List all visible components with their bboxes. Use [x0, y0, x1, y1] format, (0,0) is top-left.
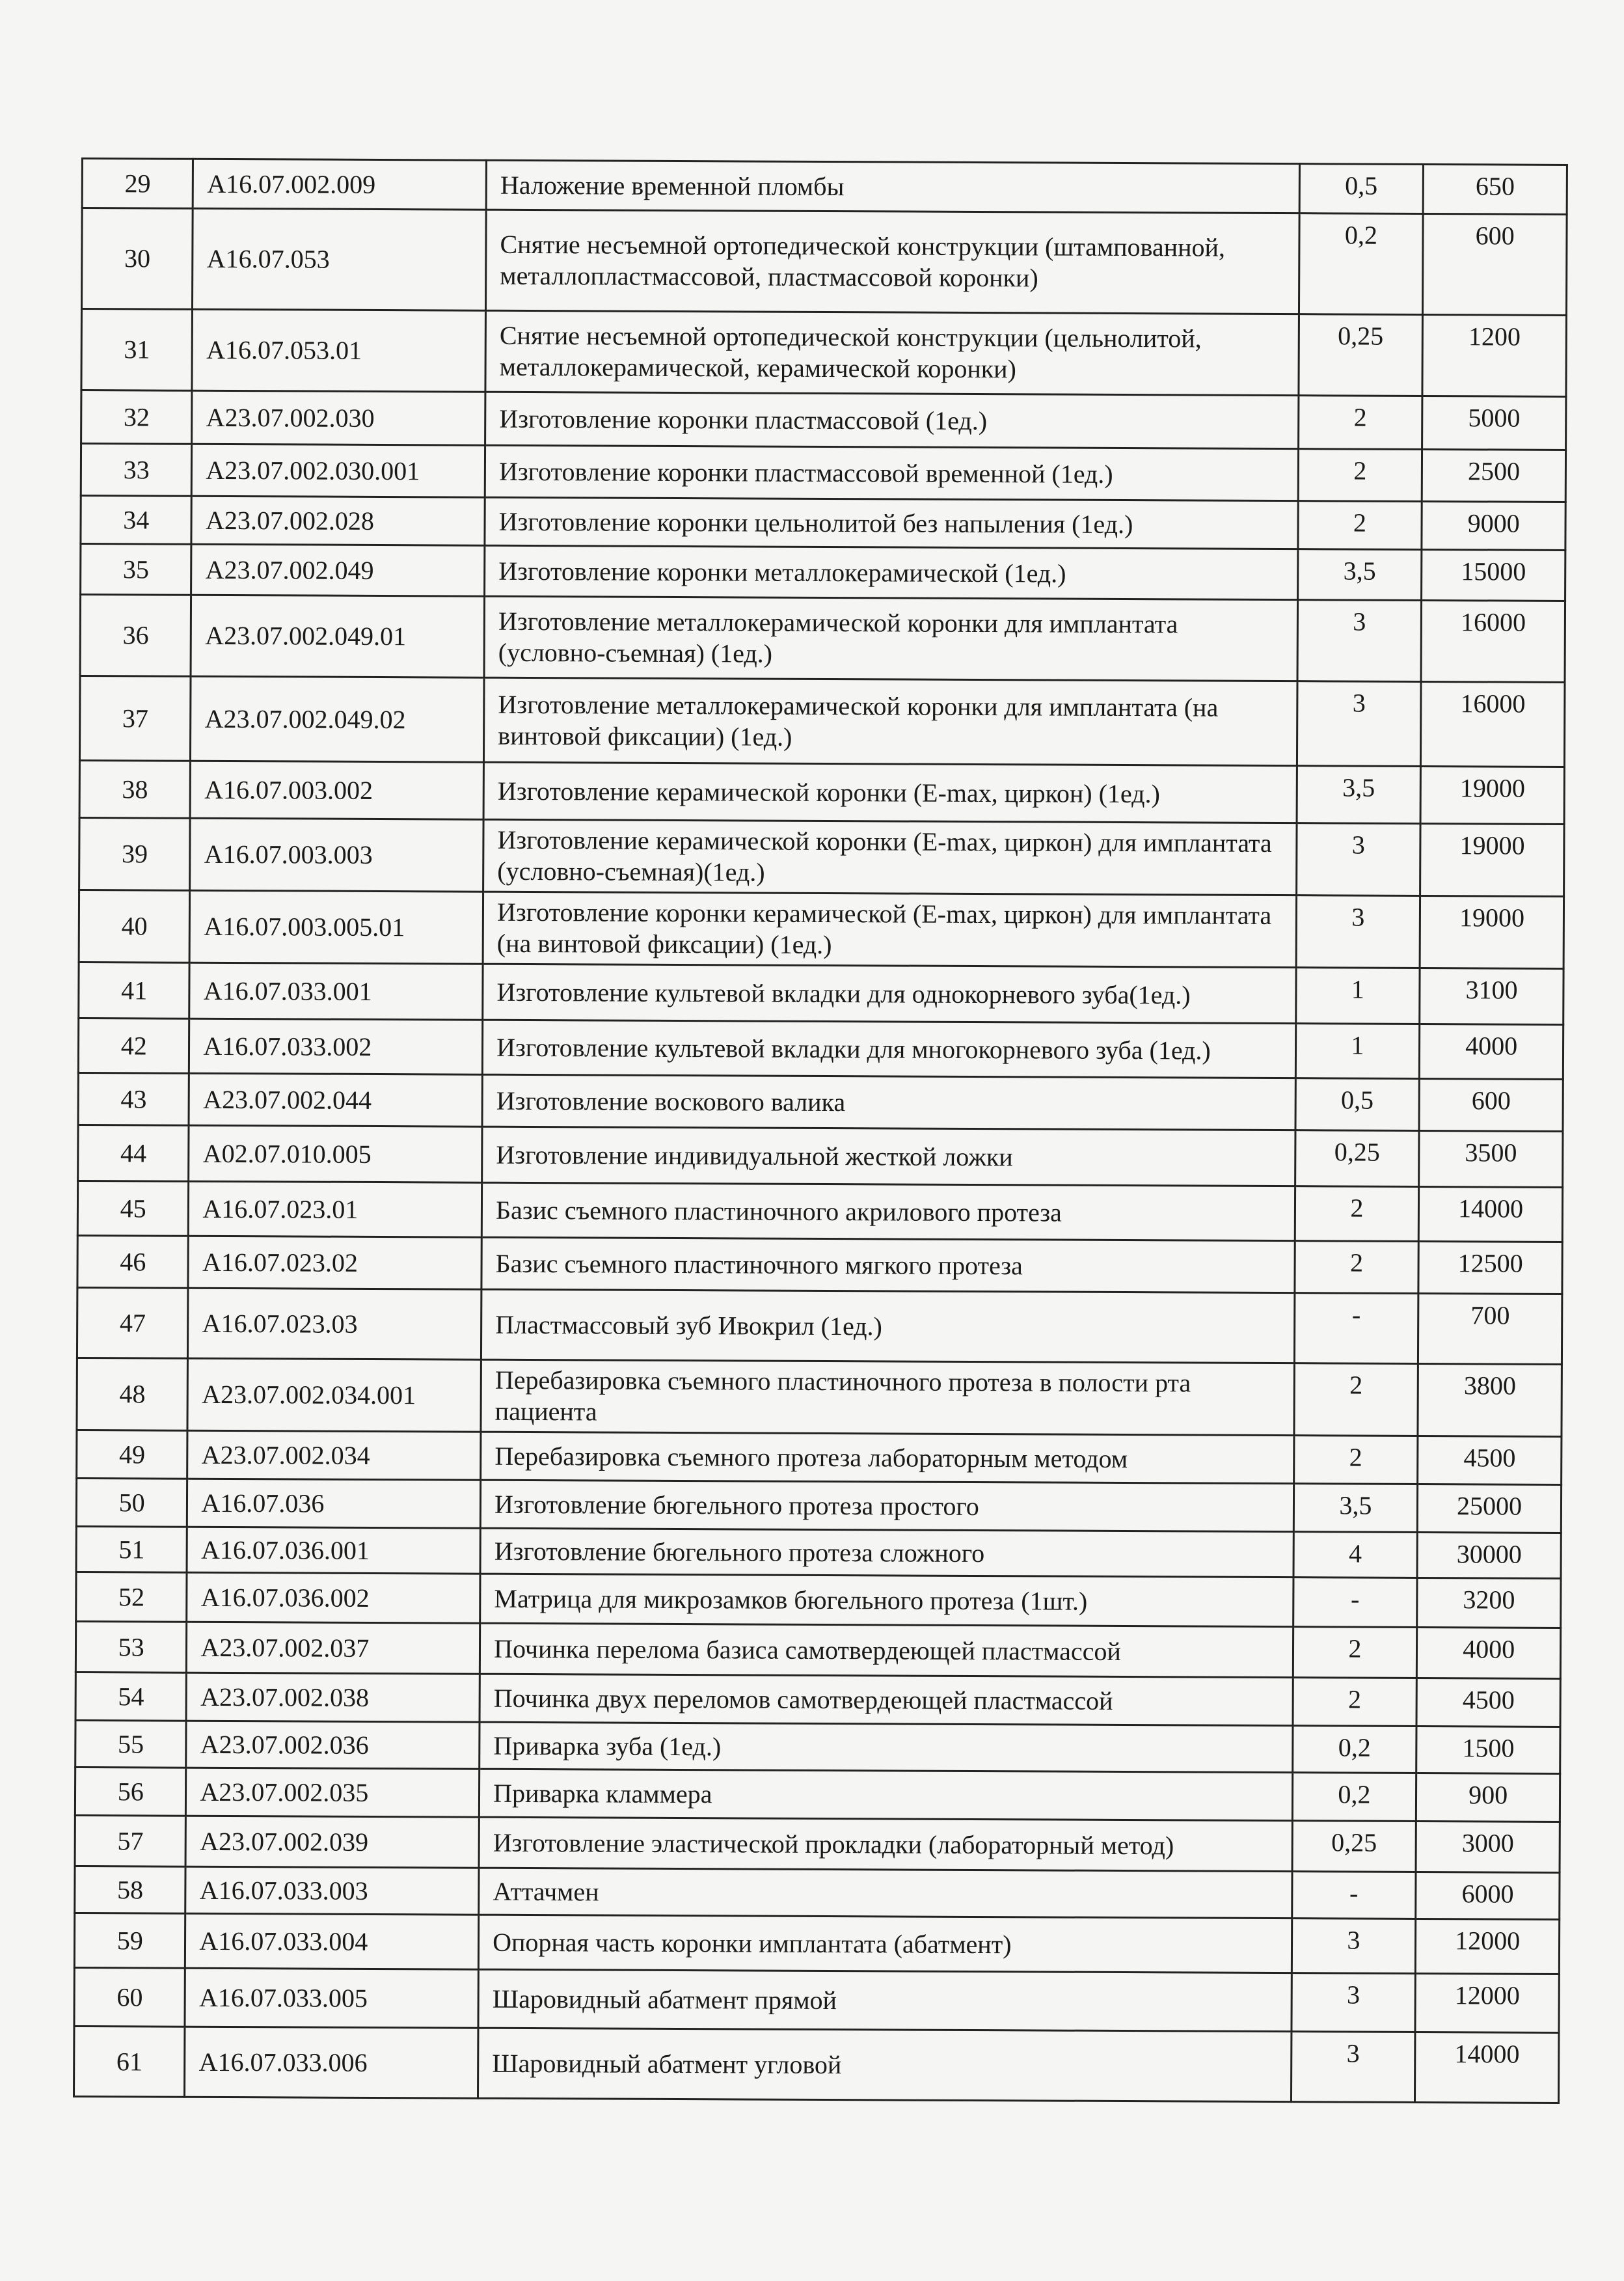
service-name-cell: Пластмассовый зуб Ивокрил (1ед.)	[481, 1289, 1295, 1363]
service-name-cell: Аттачмен	[479, 1868, 1292, 1918]
service-code-cell: A23.07.002.039	[185, 1816, 479, 1868]
service-name-cell: Изготовление коронки керамической (E-max, циркон) для имплантата (на винтовой фиксации) (1ед.)	[483, 892, 1296, 967]
service-name-cell: Изготовление культевой вкладки для однокорневого зуба(1ед.)	[483, 964, 1296, 1023]
service-code-cell: A16.07.036.002	[187, 1572, 480, 1623]
price-cell: 900	[1416, 1773, 1560, 1822]
table-row	[79, 890, 1563, 968]
service-name-cell: Изготовление коронки пластмассовой (1ед.)	[485, 392, 1299, 448]
coefficient-cell: 3,5	[1293, 1484, 1418, 1533]
coefficient-cell: 2	[1295, 1186, 1419, 1242]
coefficient-cell: 3	[1291, 1973, 1415, 2032]
coefficient-cell: 3,5	[1297, 549, 1422, 601]
price-cell: 1500	[1416, 1726, 1560, 1773]
price-list-table	[73, 157, 1568, 2104]
table-row	[77, 1358, 1562, 1436]
table-row	[75, 1621, 1560, 1678]
service-code-cell: A23.07.002.028	[191, 496, 485, 545]
service-code-cell: A23.07.002.038	[186, 1673, 480, 1722]
table-row	[82, 159, 1567, 215]
coefficient-cell: 3	[1292, 1919, 1416, 1974]
service-name-cell: Изготовление металлокерамической коронки для имплантата (на винтовой фиксации) (1ед.)	[484, 677, 1297, 765]
service-name-cell: Починка перелома базиса самотвердеющей пластмассой	[480, 1623, 1293, 1677]
row-number-cell: 42	[78, 1018, 189, 1073]
service-name-cell: Изготовление бюгельного протеза сложного	[480, 1528, 1293, 1577]
coefficient-cell: 0,25	[1298, 314, 1422, 396]
row-number-cell: 31	[81, 309, 193, 391]
coefficient-cell: 3	[1297, 600, 1422, 682]
price-cell: 19000	[1420, 823, 1564, 896]
row-number-cell: 29	[82, 159, 193, 209]
table-row	[77, 1235, 1562, 1294]
table-row	[75, 1767, 1560, 1822]
service-code-cell: A16.07.003.005.01	[190, 890, 483, 964]
coefficient-cell: 1	[1295, 1024, 1420, 1079]
row-number-cell: 37	[79, 676, 191, 761]
service-code-cell: A16.07.053.01	[192, 309, 485, 392]
coefficient-cell: 0,2	[1299, 213, 1423, 315]
coefficient-cell: 0,5	[1299, 164, 1424, 214]
service-code-cell: A16.07.053	[193, 208, 486, 310]
table-row	[81, 444, 1565, 502]
row-number-cell: 54	[75, 1672, 187, 1721]
row-number-cell: 58	[75, 1866, 186, 1913]
service-code-cell: A23.07.002.030	[192, 390, 485, 445]
row-number-cell: 44	[78, 1125, 189, 1181]
service-name-cell: Изготовление металлокерамической коронки для имплантата (условно-съемная) (1ед.)	[484, 596, 1297, 681]
price-cell: 30000	[1417, 1532, 1561, 1578]
table-row	[79, 817, 1564, 896]
table-row	[74, 2026, 1558, 2103]
price-cell: 5000	[1422, 396, 1566, 450]
price-cell: 4500	[1416, 1678, 1560, 1727]
row-number-cell: 47	[77, 1287, 188, 1358]
coefficient-cell: 0,2	[1292, 1773, 1416, 1822]
service-code-cell: A16.07.003.002	[191, 761, 484, 819]
table-row	[79, 962, 1563, 1024]
coefficient-cell: 0,2	[1292, 1726, 1416, 1773]
service-name-cell: Изготовление коронки цельнолитой без напыления (1ед.)	[485, 497, 1298, 549]
service-code-cell: A23.07.002.044	[189, 1073, 482, 1127]
row-number-cell: 45	[77, 1181, 189, 1236]
service-name-cell: Приварка кламмера	[480, 1769, 1293, 1820]
table-row	[81, 208, 1567, 316]
table-row	[75, 1815, 1560, 1872]
price-cell: 12000	[1415, 1973, 1559, 2032]
service-name-cell: Перебазировка съемного протеза лабораторным методом	[481, 1432, 1294, 1483]
coefficient-cell: 3	[1296, 823, 1420, 896]
table-row	[78, 1072, 1563, 1131]
row-number-cell: 46	[77, 1235, 189, 1288]
table-row	[76, 1478, 1561, 1533]
coefficient-cell: 1	[1295, 968, 1420, 1024]
price-cell: 650	[1423, 165, 1567, 215]
service-code-cell: A23.07.002.049.01	[191, 595, 484, 677]
coefficient-cell: 3,5	[1297, 766, 1421, 824]
price-cell: 14000	[1415, 2032, 1559, 2103]
coefficient-cell: 2	[1297, 501, 1422, 550]
price-cell: 19000	[1420, 895, 1563, 968]
coefficient-cell: 2	[1293, 1678, 1417, 1727]
service-name-cell: Изготовление эластической прокладки (лабораторный метод)	[479, 1817, 1292, 1871]
table-row	[75, 1720, 1560, 1773]
row-number-cell: 50	[76, 1478, 187, 1527]
service-name-cell: Шаровидный абатмент угловой	[478, 2028, 1292, 2101]
table-row	[79, 676, 1565, 767]
service-name-cell: Шаровидный абатмент прямой	[478, 1969, 1292, 2031]
table-row	[81, 496, 1565, 551]
price-cell: 700	[1418, 1293, 1562, 1364]
service-name-cell: Изготовление индивидуальной жесткой ложки	[482, 1127, 1295, 1186]
service-name-cell: Наложение временной пломбы	[486, 160, 1299, 213]
price-cell: 3000	[1416, 1821, 1560, 1872]
coefficient-cell: 0,5	[1295, 1078, 1420, 1131]
row-number-cell: 52	[76, 1572, 187, 1622]
row-number-cell: 43	[78, 1072, 189, 1125]
coefficient-cell: 2	[1293, 1436, 1418, 1484]
service-name-cell: Изготовление воскового валика	[482, 1074, 1295, 1130]
service-name-cell: Изготовление коронки металлокерамической (1ед.)	[485, 545, 1298, 599]
coefficient-cell: 0,25	[1295, 1130, 1419, 1187]
table-row	[78, 1125, 1563, 1187]
price-cell: 1200	[1422, 314, 1566, 396]
table-row	[77, 1181, 1562, 1242]
service-code-cell: A16.07.033.005	[185, 1968, 478, 2028]
service-code-cell: A23.07.002.036	[186, 1721, 480, 1769]
row-number-cell: 59	[74, 1913, 185, 1968]
price-cell: 14000	[1419, 1186, 1563, 1242]
price-cell: 600	[1423, 213, 1567, 315]
row-number-cell: 48	[77, 1358, 188, 1430]
price-cell: 6000	[1416, 1872, 1560, 1919]
table-row	[78, 1018, 1563, 1079]
service-code-cell: A16.07.033.004	[185, 1913, 479, 1969]
service-name-cell: Матрица для микрозамков бюгельного протеза (1шт.)	[480, 1574, 1293, 1626]
table-row	[80, 595, 1565, 683]
service-code-cell: A16.07.033.002	[189, 1018, 483, 1074]
price-cell: 12000	[1416, 1919, 1560, 1974]
service-name-cell: Изготовление керамической коронки (E-max, циркон) (1ед.)	[483, 762, 1297, 823]
row-number-cell: 38	[79, 760, 191, 818]
table-row	[75, 1672, 1560, 1727]
price-cell: 600	[1419, 1078, 1563, 1131]
table-row	[76, 1572, 1561, 1628]
row-number-cell: 39	[79, 817, 191, 890]
row-number-cell: 32	[81, 390, 193, 444]
price-cell: 3200	[1417, 1578, 1561, 1628]
row-number-cell: 40	[79, 890, 190, 963]
row-number-cell: 34	[81, 496, 192, 545]
coefficient-cell: 3	[1291, 2032, 1415, 2103]
service-code-cell: A23.07.002.037	[187, 1622, 480, 1674]
service-code-cell: A16.07.036.001	[187, 1527, 480, 1574]
service-name-cell: Изготовление бюгельного протеза простого	[480, 1480, 1293, 1531]
row-number-cell: 51	[76, 1526, 187, 1572]
price-cell: 16000	[1421, 681, 1565, 767]
service-code-cell: A23.07.002.049	[191, 544, 485, 596]
coefficient-cell: 2	[1294, 1241, 1418, 1294]
price-cell: 4000	[1420, 1024, 1563, 1079]
coefficient-cell: 0,25	[1292, 1821, 1416, 1872]
price-cell: 25000	[1418, 1484, 1562, 1533]
service-code-cell: A23.07.002.034.001	[187, 1358, 481, 1432]
coefficient-cell: 3	[1296, 895, 1420, 968]
price-cell: 4000	[1417, 1627, 1561, 1678]
row-number-cell: 36	[80, 595, 191, 677]
row-number-cell: 41	[79, 962, 190, 1018]
price-cell: 4500	[1418, 1436, 1562, 1484]
table-row	[76, 1526, 1561, 1578]
price-cell: 3100	[1420, 968, 1563, 1024]
coefficient-cell: 3	[1297, 681, 1421, 767]
service-name-cell: Перебазировка съемного пластиночного протеза в полости рта пациента	[481, 1359, 1294, 1435]
row-number-cell: 33	[81, 444, 192, 497]
service-name-cell: Изготовление культевой вкладки для многокорневого зуба (1ед.)	[482, 1020, 1295, 1078]
row-number-cell: 30	[81, 208, 193, 310]
service-name-cell: Изготовление керамической коронки (E-max, циркон) для имплантата (условно-съемная)(1ед.)	[483, 819, 1297, 895]
service-code-cell: A16.07.023.03	[188, 1288, 481, 1359]
row-number-cell: 53	[75, 1621, 187, 1673]
service-name-cell: Снятие несъемной ортопедической конструкции (штампованной, металлопластмассовой, пластмассовой коронки)	[486, 210, 1299, 314]
table-row	[81, 390, 1566, 450]
service-code-cell: A16.07.033.003	[185, 1866, 479, 1915]
service-code-cell: A16.07.033.001	[189, 963, 483, 1020]
service-code-cell: A16.07.023.02	[188, 1236, 481, 1289]
service-code-cell: A23.07.002.034	[187, 1430, 481, 1480]
row-number-cell: 61	[74, 2026, 185, 2097]
price-cell: 16000	[1421, 600, 1565, 682]
coefficient-cell: 4	[1293, 1532, 1418, 1578]
row-number-cell: 49	[77, 1430, 188, 1479]
service-name-cell: Опорная часть коронки имплантата (абатмент)	[478, 1915, 1292, 1973]
coefficient-cell: 2	[1293, 1627, 1417, 1678]
service-code-cell: A16.07.036	[187, 1479, 481, 1528]
table-row	[74, 1913, 1559, 1974]
service-code-cell: A16.07.023.01	[189, 1181, 482, 1237]
coefficient-cell: -	[1294, 1293, 1418, 1364]
service-code-cell: A23.07.002.049.02	[191, 676, 484, 762]
row-number-cell: 56	[75, 1767, 186, 1816]
table-row	[74, 1967, 1559, 2032]
price-cell: 3800	[1418, 1363, 1562, 1436]
row-number-cell: 57	[75, 1815, 186, 1866]
price-cell: 2500	[1422, 449, 1565, 502]
service-code-cell: A23.07.002.035	[186, 1768, 480, 1817]
service-name-cell: Базис съемного пластиночного мягкого протеза	[481, 1237, 1295, 1292]
table-row	[81, 309, 1567, 397]
service-name-cell: Снятие несъемной ортопедической конструкции (цельнолитой, металлокерамической, керамической коронки)	[485, 310, 1299, 395]
price-cell: 9000	[1422, 501, 1565, 550]
service-code-cell: A16.07.003.003	[190, 818, 483, 892]
service-code-cell: A23.07.002.030.001	[192, 444, 485, 497]
coefficient-cell: -	[1293, 1578, 1417, 1628]
service-code-cell: A16.07.033.006	[185, 2027, 478, 2098]
table-row	[77, 1287, 1562, 1364]
service-name-cell: Починка двух переломов самотвердеющей пластмассой	[480, 1674, 1293, 1725]
row-number-cell: 35	[81, 544, 192, 595]
service-code-cell: A02.07.010.005	[189, 1125, 482, 1182]
coefficient-cell: 2	[1298, 396, 1422, 450]
table-row	[75, 1866, 1560, 1919]
table-row	[81, 544, 1565, 601]
service-name-cell: Базис съемного пластиночного акрилового протеза	[481, 1182, 1295, 1240]
service-code-cell: A16.07.002.009	[193, 159, 487, 210]
service-name-cell: Изготовление коронки пластмассовой временной (1ед.)	[485, 445, 1298, 500]
table-row	[79, 760, 1564, 824]
price-cell: 15000	[1422, 549, 1565, 601]
service-name-cell: Приварка зуба (1ед.)	[480, 1722, 1293, 1772]
price-cell: 3500	[1419, 1130, 1563, 1187]
price-cell: 12500	[1418, 1241, 1562, 1294]
price-cell: 19000	[1420, 766, 1564, 824]
coefficient-cell: 2	[1298, 449, 1422, 502]
row-number-cell: 60	[74, 1967, 185, 2027]
coefficient-cell: 2	[1293, 1363, 1418, 1436]
row-number-cell: 55	[75, 1720, 187, 1768]
coefficient-cell: -	[1292, 1872, 1416, 1919]
table-row	[77, 1430, 1562, 1484]
table-body	[74, 159, 1567, 2103]
